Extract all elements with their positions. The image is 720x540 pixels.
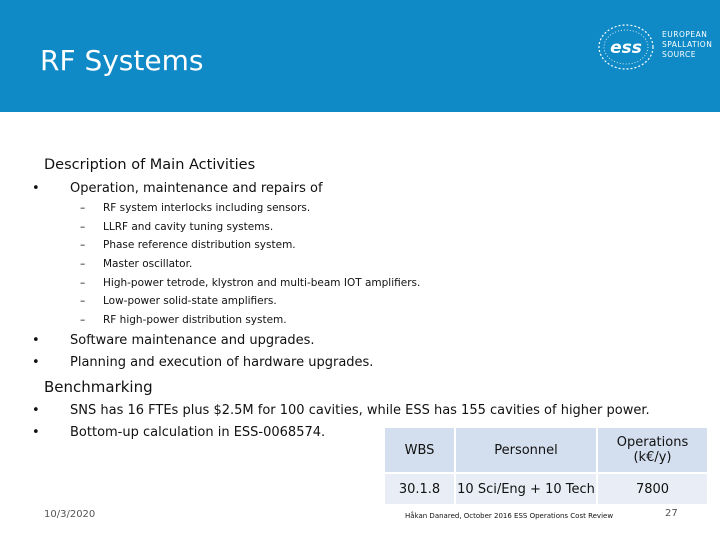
table-header-cell: Operations (k€/y) — [597, 428, 707, 473]
bullet-text: Operation, maintenance and repairs of — [70, 181, 323, 196]
bullet-icon: • — [32, 403, 40, 418]
bullet-text: Software maintenance and upgrades. — [70, 333, 315, 348]
logo-mark: ess — [610, 38, 642, 58]
bullet-text: SNS has 16 FTEs plus $2.5M for 100 cavities, while ESS has 155 cavities of higher power. — [70, 403, 650, 418]
table-row — [385, 473, 707, 504]
table-cell: 30.1.8 — [385, 473, 455, 504]
bullet-icon: • — [32, 425, 40, 440]
dash-icon: – — [80, 258, 86, 270]
footer-date: 10/3/2020 — [44, 509, 96, 520]
slide-title: RF Systems — [40, 44, 204, 77]
dash-icon: – — [80, 239, 86, 251]
logo-line: EUROPEAN — [662, 30, 708, 39]
ess-logo — [596, 22, 716, 72]
footer-author: Håkan Danared, October 2016 ESS Operations Cost Review — [405, 512, 614, 520]
table-header-cell: WBS — [385, 428, 455, 473]
logo-line: SOURCE — [662, 50, 696, 59]
bullet-text: Bottom-up calculation in ESS-0068574. — [70, 425, 326, 440]
table-cell: 10 Sci/Eng + 10 Tech — [455, 473, 597, 504]
table-header-row — [385, 428, 707, 473]
dash-icon: – — [80, 295, 86, 307]
table-header-cell: Personnel — [455, 428, 597, 473]
section-heading-benchmarking: Benchmarking — [44, 378, 153, 396]
dash-icon: – — [80, 277, 86, 289]
cost-table — [385, 428, 707, 504]
page-number: 27 — [665, 508, 678, 519]
bullet-text: Planning and execution of hardware upgrades. — [70, 355, 374, 370]
bullet-icon: • — [32, 355, 40, 370]
bullet-icon: • — [32, 181, 40, 196]
slide-header — [0, 0, 720, 112]
ess-logo-icon — [596, 22, 660, 72]
dash-icon: – — [80, 221, 86, 233]
section-heading-activities: Description of Main Activities — [44, 157, 256, 173]
dash-icon: – — [80, 202, 86, 214]
table-cell: 7800 — [597, 473, 707, 504]
logo-text — [662, 30, 712, 60]
logo-line: SPALLATION — [662, 40, 713, 49]
dash-icon: – — [80, 314, 86, 326]
bullet-icon: • — [32, 333, 40, 348]
